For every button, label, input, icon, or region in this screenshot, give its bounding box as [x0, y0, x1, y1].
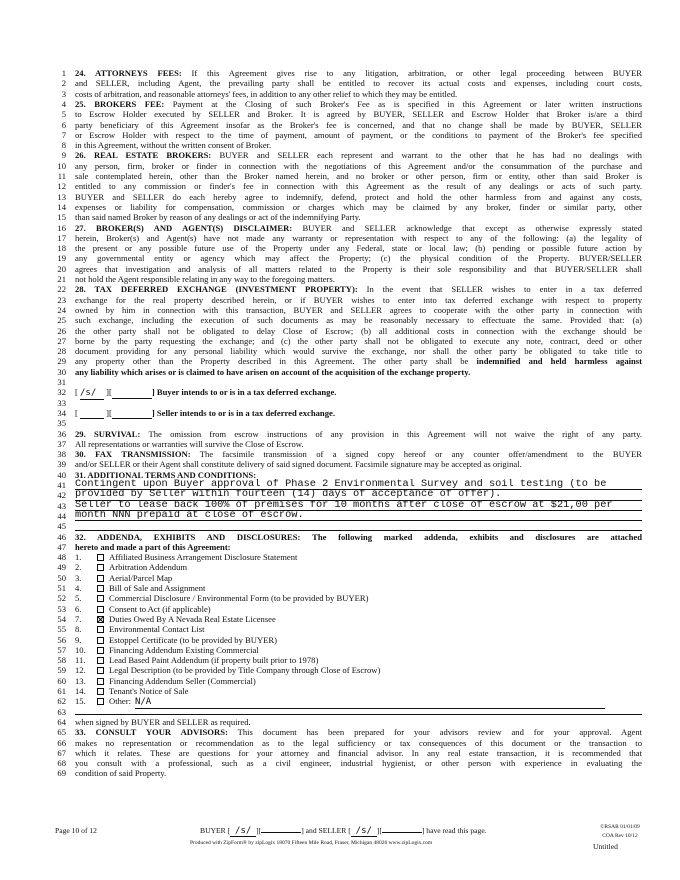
text-run: agrees that investigation and analysis of all matters related to the Property is their sole responsibility and that BUYER/SELLER shall — [75, 263, 642, 274]
addendum-number: 6. — [75, 603, 82, 614]
text-run: you consult with a professional, such as a civil engineer, industrial hygienist, or other person with experience in evaluating the — [75, 758, 642, 769]
text-run: exchange for the real property described herein, or if BUYER wishes to enter into tax deferred exchange with respect to property — [75, 294, 642, 305]
addendum-number: 14. — [75, 686, 86, 696]
line-number: 57 — [57, 644, 66, 655]
line-number: 64 — [57, 716, 66, 727]
paragraph-line — [75, 295, 642, 305]
addendum-item — [75, 604, 642, 614]
line-number: 18 — [57, 243, 66, 254]
addendum-label: Arbitration Addendum — [109, 562, 188, 573]
line-number: 19 — [57, 253, 66, 264]
seller-exchange-text: ] Seller intends to or is in a tax deferred exchange. — [151, 407, 335, 418]
seller-exchange-initials-2[interactable] — [112, 408, 152, 419]
line-number: 48 — [57, 552, 66, 563]
text-run: expenses or liability for compensation, commission or charges which may be claimed by any broker, finder or similar party, other — [75, 201, 642, 212]
seller-exchange-row — [75, 408, 642, 419]
paragraph-line — [75, 264, 642, 274]
addenda-heading — [75, 532, 642, 542]
buyer-initials-2[interactable] — [261, 832, 301, 833]
line-number: 54 — [57, 613, 66, 624]
checkbox[interactable] — [97, 678, 104, 685]
addendum-label: Duties Owed By A Nevada Real Estate Licensee — [109, 613, 276, 624]
paragraph-line — [75, 223, 642, 233]
paragraph-line — [75, 161, 642, 171]
addendum-item — [75, 686, 642, 696]
bold-text: hereto and made a part of this Agreement: — [75, 541, 231, 552]
paragraph-line — [75, 367, 642, 377]
have-read-text: ] have read this page. — [421, 826, 487, 835]
line-number: 29 — [57, 356, 66, 367]
paragraph-line — [75, 768, 642, 778]
addendum-number: 12. — [75, 665, 86, 676]
text-run: document providing for any personal liability which would survive the exchange, nor shall the other party be obligated to take title to — [75, 346, 642, 357]
text-run: borne by the party requesting the exchange; and (c) the other party shall not be obligated to execute any note, contract, deed or other — [75, 335, 642, 346]
additional-terms-field[interactable] — [75, 520, 642, 531]
addendum-item — [75, 552, 642, 562]
line-number: 68 — [57, 758, 66, 769]
addendum-number: 8. — [75, 624, 82, 635]
buyer-initials-label: BUYER [ — [200, 826, 231, 835]
text-run: and/or SELLER or their Agent shall constitute delivery of said signed document. Facsimile signature may be accepted as original. — [75, 459, 522, 470]
line-number: 58 — [57, 655, 66, 666]
text-run: not hold the Agent responsible relating in any way to the foregoing matters. — [75, 274, 335, 284]
paragraph-line — [75, 78, 642, 88]
paragraph-line — [75, 727, 642, 737]
paragraph-line — [75, 429, 642, 439]
line-number: 42 — [57, 490, 66, 501]
text-run: makes no representation or recommendation as to the legal sufficiency or tax consequences of this document or the transaction to — [75, 737, 642, 748]
additional-terms-field[interactable]: provided by Seller within fourteen (14) days of acceptance of offer). — [75, 489, 642, 500]
line-number: 8 — [61, 140, 66, 151]
bracket: ][ — [104, 407, 112, 418]
bold-text: 28. TAX DEFERRED EXCHANGE (INVESTMENT PROPERTY): — [75, 284, 358, 295]
addendum-item — [75, 696, 642, 708]
text-run: BUYER and SELLER acknowledge that except as otherwise expressly stated — [292, 222, 642, 233]
checkbox[interactable] — [97, 606, 104, 613]
line-number: 37 — [57, 438, 66, 449]
checked-checkbox[interactable] — [97, 616, 104, 623]
seller-initials-1[interactable]: /s/ — [351, 827, 377, 837]
text-run: to Escrow Holder executed by SELLER and Broker. It is agreed by BUYER, SELLER and Escrow Holder that Broker is/are a third — [75, 109, 642, 120]
line-number: 40 — [57, 469, 66, 480]
paragraph-line — [75, 109, 642, 119]
line-number: 50 — [57, 572, 66, 583]
line-number: 11 — [57, 171, 66, 181]
addendum-number: 15. — [75, 696, 86, 707]
addendum-label: Bill of Sale and Assignment — [109, 583, 206, 593]
paragraph-line — [75, 758, 642, 768]
addenda-heading — [75, 542, 642, 552]
line-number: 24 — [57, 304, 66, 315]
addendum-item — [75, 665, 642, 675]
addendum-label: Financing Addendum Existing Commercial — [109, 644, 259, 655]
bracket: [ — [75, 387, 81, 398]
line-number: 4 — [61, 98, 66, 109]
line-number: 59 — [57, 665, 66, 676]
line-number: 1 — [61, 68, 66, 78]
line-number: 56 — [57, 634, 66, 645]
line-number: 62 — [57, 696, 66, 707]
line-number: 65 — [57, 727, 66, 738]
line-number: 22 — [57, 284, 66, 295]
paragraph-line — [75, 336, 642, 346]
paragraph-line — [75, 274, 642, 284]
bold-text: 26. REAL ESTATE BROKERS: — [75, 150, 212, 161]
addendum-item — [75, 583, 642, 593]
checkbox[interactable] — [97, 554, 104, 561]
paragraph-line — [75, 181, 642, 191]
line-number: 52 — [57, 593, 66, 604]
paragraph-line — [75, 130, 642, 140]
text-run: or Escrow Holder with respect to the time of payment, amount of payment, or the conditions to payment of the Broker's fee specified — [75, 129, 642, 140]
paragraph-line — [75, 150, 642, 160]
bold-text: 31. ADDITIONAL TERMS AND CONDITIONS: — [75, 469, 257, 480]
line-number: 25 — [57, 315, 66, 326]
checkbox[interactable] — [97, 698, 104, 705]
text-run: costs of arbitration, and reasonable attorneys' fees, in addition to any other relief to which they may be entitled. — [75, 88, 458, 99]
text-run: herein, Broker(s) and Agent(s) have not made any warranty or representation with respect to any of the following: (a) the legality of — [75, 232, 642, 243]
text-run: This document has been prepared for your advisors review and for your approval. Agent — [227, 727, 642, 738]
text-run: in this Agreement, without the written consent of Broker. — [75, 140, 272, 151]
paragraph-line — [75, 140, 642, 150]
buyer-initials-1[interactable]: /s/ — [230, 827, 256, 837]
addendum-number: 2. — [75, 562, 82, 573]
line-number: 21 — [57, 274, 66, 284]
checkbox[interactable] — [97, 657, 104, 664]
additional-terms-field[interactable]: Seller to lease back 100% of premises for 10 months after close of escrow at $21,00 per — [75, 500, 642, 511]
line-number: 35 — [57, 418, 66, 429]
addendum-item — [75, 573, 642, 583]
text-run: the present or any possible future use of the Property under any Federal, state or local law; (b) pending or possible future action by — [75, 243, 642, 254]
text-run: than said named Broker by reason of any dealings or act of the indemnifying Party. — [75, 212, 361, 223]
line-number: 39 — [57, 459, 66, 470]
line-number: 7 — [61, 129, 66, 140]
addendum-label: Aerial/Parcel Map — [109, 572, 173, 583]
line-number: 41 — [57, 480, 66, 490]
line-number: 28 — [57, 346, 66, 357]
line-number: 15 — [57, 212, 66, 223]
line-number: 53 — [57, 603, 66, 614]
checkbox[interactable] — [97, 637, 104, 644]
text-run: such exchange, including the execution of such documents as may be reasonably necessary to effectuate the same. Provided that: (a) — [75, 315, 642, 326]
bold-text: 30. FAX TRANSMISSION: — [75, 449, 191, 460]
text-run: when signed by BUYER and SELLER as required. — [75, 716, 251, 727]
addendum-item — [75, 624, 642, 634]
text-run: The omission from escrow instructions of any provision in this Agreement will not waive the right of any party. — [140, 428, 642, 439]
text-run: any property other than the Property described in this Agreement. The other party shall be — [75, 356, 477, 367]
line-number: 10 — [57, 160, 66, 171]
text-run: any person, firm, broker or finder in connection with the negotiations of this Agreement and/or the consummation of the purchase and — [75, 160, 642, 171]
text-run: owned by him in connection with this transaction, BUYER and SELLER agrees to cooperate with the other party in connection with — [75, 304, 642, 315]
addendum-label: Estoppel Certificate (to be provided by BUYER) — [109, 634, 278, 645]
line-number: 51 — [57, 583, 66, 593]
producer-credit: Produced with ZipForm® by zipLogix 18070 Fifteen Mile Road, Fraser, Michigan 48026 www.zipLogix.com — [190, 840, 433, 846]
paragraph-line — [75, 326, 642, 336]
bold-text: 27. BROKER(S) AND AGENT(S) DISCLAIMER: — [75, 222, 293, 233]
line-number: 26 — [57, 325, 66, 336]
line-number: 66 — [57, 737, 66, 748]
line-number: 33 — [57, 397, 66, 408]
addendum-label: Legal Description (to be provided by Title Company through Close of Escrow) — [109, 665, 381, 676]
page-number: Page 10 of 12 — [55, 826, 97, 835]
line-number: 44 — [57, 510, 66, 521]
addendum-number: 9. — [75, 634, 82, 645]
addendum-label: Environmental Contact List — [109, 624, 205, 635]
paragraph-line — [75, 233, 642, 243]
line-number: 5 — [61, 109, 66, 120]
line-number: 32 — [57, 387, 66, 398]
paragraph-line — [75, 99, 642, 109]
addendum-item — [75, 562, 642, 572]
form-code-2: COA Rev 10/12 — [602, 833, 638, 839]
addendum-label: Commercial Disclosure / Environmental Form (to be provided by BUYER) — [109, 593, 369, 604]
paragraph-line — [75, 305, 642, 315]
addendum-number: 11. — [75, 655, 86, 666]
addendum-label: Financing Addendum Seller (Commercial) — [109, 675, 256, 686]
paragraph-line — [75, 459, 642, 469]
buyer-exchange-initials[interactable]: /s/ — [80, 388, 104, 399]
line-number: 46 — [57, 531, 66, 542]
line-number: 17 — [57, 232, 66, 243]
addendum-number: 10. — [75, 644, 86, 655]
bold-text: any liability which arises or is claimed to have arisen on account of the acquisition of the exchange property. — [75, 366, 471, 377]
form-name: Untitled — [593, 842, 618, 851]
text-run: the other party shall not be obligated to delay Close of Escrow; (b) all additional costs in connection with the exchange should be — [75, 325, 642, 336]
addendum-number: 3. — [75, 572, 82, 583]
line-number: 34 — [57, 407, 66, 418]
seller-initials-label: ] and SELLER [ — [301, 826, 351, 835]
bracket: ][ — [104, 387, 112, 398]
addendum-number: 7. — [75, 613, 82, 624]
bold-text: indemnified and held harmless against — [476, 356, 642, 367]
checkbox[interactable] — [97, 585, 104, 592]
buyer-exchange-row — [75, 387, 642, 399]
line-number: 63 — [57, 706, 66, 717]
addendum-item — [75, 655, 642, 665]
addendum-item — [75, 614, 642, 624]
paragraph-line — [75, 192, 642, 202]
form-code-1: ©RSAR 01/01/09 — [600, 824, 640, 830]
checkbox[interactable] — [97, 626, 104, 633]
line-number: 2 — [61, 78, 66, 89]
bold-text: 29. SURVIVAL: — [75, 428, 141, 439]
bracket: ][ — [256, 826, 262, 835]
paragraph-line — [75, 738, 642, 748]
bracket: ][ — [376, 826, 382, 835]
bold-text: 33. CONSULT YOUR ADVISORS: — [75, 727, 228, 738]
seller-exchange-initials[interactable] — [80, 408, 104, 419]
addendum-item — [75, 635, 642, 645]
addendum-item — [75, 645, 642, 655]
line-number: 23 — [57, 294, 66, 305]
line-number: 47 — [57, 541, 66, 552]
addendum-label: Tenant's Notice of Sale — [109, 686, 189, 696]
bold-text: 24. ATTORNEYS FEES: — [75, 68, 182, 78]
text-run: BUYER and SELLER each represent and warrant to the other that he has had no dealings with — [211, 150, 642, 161]
line-number: 45 — [57, 521, 66, 532]
line-number: 55 — [57, 624, 66, 635]
text-run: All representations or warranties will survive the Close of Escrow. — [75, 438, 304, 449]
paragraph-line — [75, 89, 642, 99]
paragraph-line — [75, 449, 642, 459]
addendum-label: Lead Based Paint Addendum (if property built prior to 1978) — [109, 655, 319, 666]
checkbox[interactable] — [97, 647, 104, 654]
addendum-number: 13. — [75, 675, 86, 686]
text-run: entitled to any commission or finder's fee in connection with this Agreement as the result of any dealings or acts of such party. — [75, 181, 642, 192]
buyer-exchange-initials-2[interactable] — [112, 387, 152, 398]
paragraph-line — [75, 315, 642, 325]
paragraph-line — [75, 243, 642, 253]
paragraph-line — [75, 284, 642, 294]
buyer-exchange-text: ] Buyer intends to or is in a tax deferred exchange. — [151, 387, 337, 398]
paragraph-line — [75, 346, 642, 356]
paragraph-line — [75, 171, 642, 181]
paragraph-line — [75, 120, 642, 130]
line-number: 20 — [57, 263, 66, 274]
line-number: 3 — [61, 88, 66, 99]
bracket: [ — [75, 407, 81, 418]
paragraph-line — [75, 356, 642, 366]
checkbox[interactable] — [97, 575, 104, 582]
addendum-label: Affiliated Business Arrangement Disclosure Statement — [109, 552, 298, 563]
text-run: any governmental entity or agency which may affect the Property; (c) the physical condition of the Property. BUYER/SELLER — [75, 253, 642, 264]
line-number: 9 — [61, 150, 66, 161]
addendum-number: 4. — [75, 583, 82, 593]
text-run: condition of said Property. — [75, 768, 167, 779]
blank-line — [75, 714, 642, 715]
paragraph-line — [75, 202, 642, 212]
text-run: If this Agreement gives rise to any litigation, arbitration, or other legal proceeding between BUYER — [181, 68, 642, 78]
line-number: 13 — [57, 191, 66, 202]
text-run: The facsimile transmission of a signed copy hereof or any counter offer/amendment to the BUYER — [190, 449, 642, 460]
paragraph-line — [75, 717, 642, 727]
paragraph-line — [75, 68, 642, 78]
other-addendum-field[interactable]: N/A — [135, 697, 605, 708]
paragraph-line — [75, 253, 642, 263]
paragraph-line — [75, 748, 642, 758]
text-run: which it relates. These are questions for your attorney and financial advisor. In any real estate transaction, it is recommended that — [75, 747, 642, 758]
line-number: 60 — [57, 675, 66, 686]
line-number: 27 — [57, 335, 66, 346]
checkbox[interactable] — [97, 564, 104, 571]
paragraph-line — [75, 212, 642, 222]
text-run: sale contemplated herein, other than the Broker named herein, and no broker or other person, firm or entity, other than said Broker is — [75, 171, 642, 181]
checkbox[interactable] — [97, 667, 104, 674]
checkbox[interactable] — [97, 595, 104, 602]
additional-terms-field[interactable]: Contingent upon Buyer approval of Phase 2 Environmental Survey and soil testing (to be — [75, 479, 642, 490]
seller-initials-2[interactable] — [382, 832, 422, 833]
line-number: 43 — [57, 500, 66, 511]
line-number: 31 — [57, 377, 66, 387]
line-number: 30 — [57, 366, 66, 377]
line-number: 12 — [57, 181, 66, 192]
line-number: 38 — [57, 449, 66, 460]
line-number: 16 — [57, 222, 66, 233]
addendum-label: Consent to Act (if applicable) — [109, 603, 211, 614]
bold-text: 32. ADDENDA, EXHIBITS AND DISCLOSURES: — [75, 531, 301, 542]
bold-text: 25. BROKERS FEE: — [75, 98, 165, 109]
line-number: 67 — [57, 747, 66, 758]
line-number: 36 — [57, 428, 66, 439]
initials-line — [200, 826, 487, 837]
checkbox[interactable] — [97, 688, 104, 695]
addendum-label: Other: — [109, 696, 131, 707]
line-number: 14 — [57, 201, 66, 212]
text-run — [300, 532, 312, 542]
text-run: party beneficiary of this Agreement insofar as the Broker's fee is concerned, and that no change shall be made by BUYER, SELLER — [75, 119, 642, 130]
text-run: Payment at the Closing of such Broker's Fee as is specified in this Agreement or later written instructions — [164, 98, 642, 109]
text-run: BUYER and SELLER do each hereby agree to indemnify, defend, protect and hold the other harmless from and against any costs, — [75, 191, 642, 202]
form-code — [585, 823, 655, 841]
line-number: 6 — [61, 119, 66, 130]
addendum-item — [75, 593, 642, 603]
addendum-number: 1. — [75, 552, 82, 563]
line-number: 61 — [57, 686, 66, 696]
addendum-number: 5. — [75, 593, 82, 604]
line-number: 49 — [57, 562, 66, 573]
text-run: and SELLER, including Agent, the prevailing party shall be entitled to recover its actual costs and expenses, including court costs, — [75, 78, 642, 89]
addendum-item — [75, 676, 642, 686]
text-run: In the event that SELLER wishes to enter in a tax deferred — [357, 284, 642, 295]
paragraph-line — [75, 439, 642, 449]
bold-text: The following marked addenda, exhibits and disclosures are attached — [312, 531, 642, 542]
line-number: 69 — [57, 768, 66, 779]
additional-terms-field[interactable]: month NNN prepaid at close of escrow. — [75, 510, 642, 521]
